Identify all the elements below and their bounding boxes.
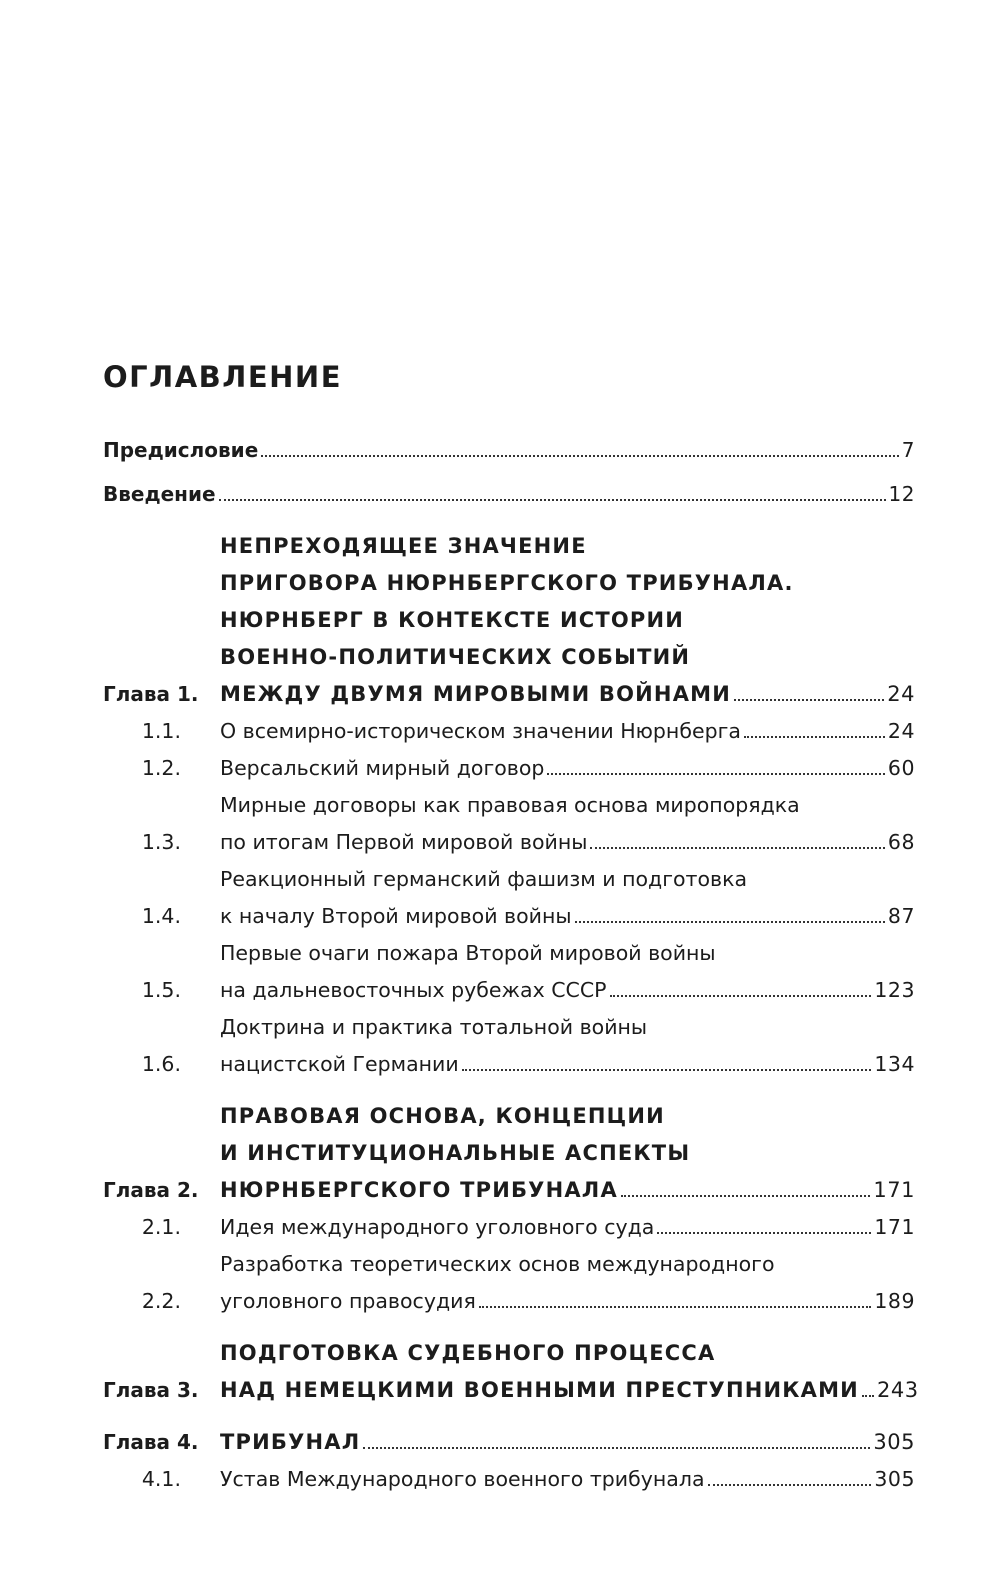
section-number: 1.2. — [141, 756, 181, 780]
entry-title-line: НЕПРЕХОДЯЩЕЕ ЗНАЧЕНИЕ — [220, 534, 587, 558]
toc-entry-section[interactable] — [103, 750, 915, 787]
entry-title — [220, 750, 915, 787]
entry-title-text: к началу Второй мировой войны — [220, 904, 572, 928]
entry-title-text: Введение — [103, 482, 216, 506]
toc-entry-front[interactable] — [103, 476, 915, 513]
toc-entry-chapter[interactable] — [103, 528, 915, 713]
entry-title — [220, 861, 915, 935]
toc-entry-front[interactable] — [103, 432, 915, 469]
entry-last-line — [220, 676, 915, 713]
section-number: 2.2. — [141, 1289, 181, 1313]
entry-title-text: МЕЖДУ ДВУМЯ МИРОВЫМИ ВОЙНАМИ — [220, 682, 732, 706]
entry-title-text: по итогам Первой мировой войны — [220, 830, 588, 854]
entry-title-line: ПРИГОВОРА НЮРНБЕРГСКОГО ТРИБУНАЛА. — [220, 571, 794, 595]
dot-leader — [744, 736, 885, 738]
entry-title-line: Реакционный германский фашизм и подготовка — [220, 867, 748, 891]
section-number: 1.3. — [141, 830, 181, 854]
entry-last-line — [220, 1209, 915, 1246]
dot-leader — [734, 699, 884, 701]
page-number: 12 — [888, 482, 915, 506]
dot-leader — [621, 1195, 871, 1197]
dot-leader — [862, 1395, 874, 1397]
entry-title-line: Разработка теоретических основ международного — [220, 1252, 775, 1276]
section-number: 1.6. — [141, 1052, 181, 1076]
page-number: 24 — [887, 682, 915, 706]
entry-title-line: И ИНСТИТУЦИОНАЛЬНЫЕ АСПЕКТЫ — [220, 1141, 691, 1165]
entry-title-line: Первые очаги пожара Второй мировой войны — [220, 941, 716, 965]
toc-entry-section[interactable] — [103, 1246, 915, 1320]
page-number: 60 — [887, 756, 915, 780]
page-number: 87 — [887, 904, 915, 928]
dot-leader — [219, 499, 886, 501]
dot-leader — [575, 921, 885, 923]
page-title: ОГЛАВЛЕНИЕ — [103, 360, 343, 394]
entry-title — [220, 713, 915, 750]
entry-title-text: Устав Международного военного трибунала — [220, 1467, 705, 1491]
entry-title-text: Предисловие — [103, 438, 259, 462]
toc-entry-chapter[interactable] — [103, 1335, 919, 1409]
page-number: 171 — [874, 1215, 915, 1239]
toc-entry-section[interactable] — [103, 713, 915, 750]
toc-entry-chapter[interactable] — [103, 1424, 915, 1461]
page-number: 24 — [887, 719, 915, 743]
dot-leader — [547, 773, 884, 775]
entry-last-line — [220, 824, 915, 861]
chapter-number: Глава 4. — [103, 1430, 199, 1454]
entry-last-line — [220, 1461, 915, 1498]
chapter-number: Глава 2. — [103, 1178, 199, 1202]
entry-title-text: НАД НЕМЕЦКИМИ ВОЕННЫМИ ПРЕСТУПНИКАМИ — [220, 1378, 859, 1402]
page-number: 305 — [874, 1467, 915, 1491]
section-number: 2.1. — [141, 1215, 181, 1239]
dot-leader — [610, 995, 872, 997]
entry-last-line — [103, 432, 915, 469]
table-of-contents — [103, 432, 919, 1498]
chapter-number: Глава 1. — [103, 682, 199, 706]
entry-last-line — [220, 972, 915, 1009]
entry-title — [103, 476, 915, 513]
section-number: 1.5. — [141, 978, 181, 1002]
entry-title — [220, 1246, 915, 1320]
entry-title-text: нацистской Германии — [220, 1052, 459, 1076]
dot-leader — [590, 847, 884, 849]
entry-title-text: Версальский мирный договор — [220, 756, 545, 780]
entry-title-line: ВОЕННО-ПОЛИТИЧЕСКИХ СОБЫТИЙ — [220, 645, 691, 669]
entry-title-line: Мирные договоры как правовая основа миропорядка — [220, 793, 800, 817]
page-number: 68 — [887, 830, 915, 854]
entry-title — [220, 1209, 915, 1246]
entry-title — [103, 432, 915, 469]
entry-title-text: уголовного правосудия — [220, 1289, 476, 1313]
entry-title — [220, 935, 915, 1009]
entry-title-text: НЮРНБЕРГСКОГО ТРИБУНАЛА — [220, 1178, 618, 1202]
entry-title-line: ПОДГОТОВКА СУДЕБНОГО ПРОЦЕССА — [220, 1341, 716, 1365]
page-number: 7 — [901, 438, 915, 462]
toc-entry-section[interactable] — [103, 1209, 915, 1246]
toc-entry-section[interactable] — [103, 861, 915, 935]
entry-title-line: ПРАВОВАЯ ОСНОВА, КОНЦЕПЦИИ — [220, 1104, 665, 1128]
entry-last-line — [220, 1172, 915, 1209]
entry-title — [220, 787, 915, 861]
entry-title-text: Идея международного уголовного суда — [220, 1215, 655, 1239]
dot-leader — [708, 1484, 872, 1486]
toc-entry-chapter[interactable] — [103, 1098, 915, 1209]
dot-leader — [479, 1306, 872, 1308]
page-number: 171 — [873, 1178, 915, 1202]
entry-last-line — [220, 1046, 915, 1083]
toc-entry-section[interactable] — [103, 1009, 915, 1083]
entry-title — [220, 1009, 915, 1083]
entry-title-line: НЮРНБЕРГ В КОНТЕКСТЕ ИСТОРИИ — [220, 608, 685, 632]
entry-last-line — [220, 750, 915, 787]
toc-entry-section[interactable] — [103, 1461, 915, 1498]
entry-last-line — [220, 713, 915, 750]
entry-last-line — [220, 1283, 915, 1320]
dot-leader — [462, 1069, 872, 1071]
toc-entry-section[interactable] — [103, 787, 915, 861]
entry-last-line — [220, 898, 915, 935]
dot-leader — [261, 455, 899, 457]
page-number: 189 — [874, 1289, 915, 1313]
entry-title — [220, 1098, 915, 1209]
toc-entry-section[interactable] — [103, 935, 915, 1009]
page-number: 123 — [874, 978, 915, 1002]
page-number: 305 — [873, 1430, 915, 1454]
entry-title-text: ТРИБУНАЛ — [220, 1430, 361, 1454]
entry-last-line — [103, 476, 915, 513]
dot-leader — [657, 1232, 871, 1234]
section-number: 1.4. — [141, 904, 181, 928]
page-number: 243 — [876, 1378, 919, 1402]
chapter-number: Глава 3. — [103, 1378, 199, 1402]
entry-title-text: на дальневосточных рубежах СССР — [220, 978, 607, 1002]
entry-title — [220, 1335, 919, 1409]
section-number: 1.1. — [141, 719, 181, 743]
entry-last-line — [220, 1424, 915, 1461]
section-number: 4.1. — [141, 1467, 181, 1491]
entry-last-line — [220, 1372, 919, 1409]
page-number: 134 — [874, 1052, 915, 1076]
entry-title-line: Доктрина и практика тотальной войны — [220, 1015, 648, 1039]
entry-title — [220, 528, 915, 713]
dot-leader — [363, 1447, 870, 1449]
entry-title — [220, 1461, 915, 1498]
entry-title-text: О всемирно-историческом значении Нюрнберга — [220, 719, 741, 743]
entry-title — [220, 1424, 915, 1461]
